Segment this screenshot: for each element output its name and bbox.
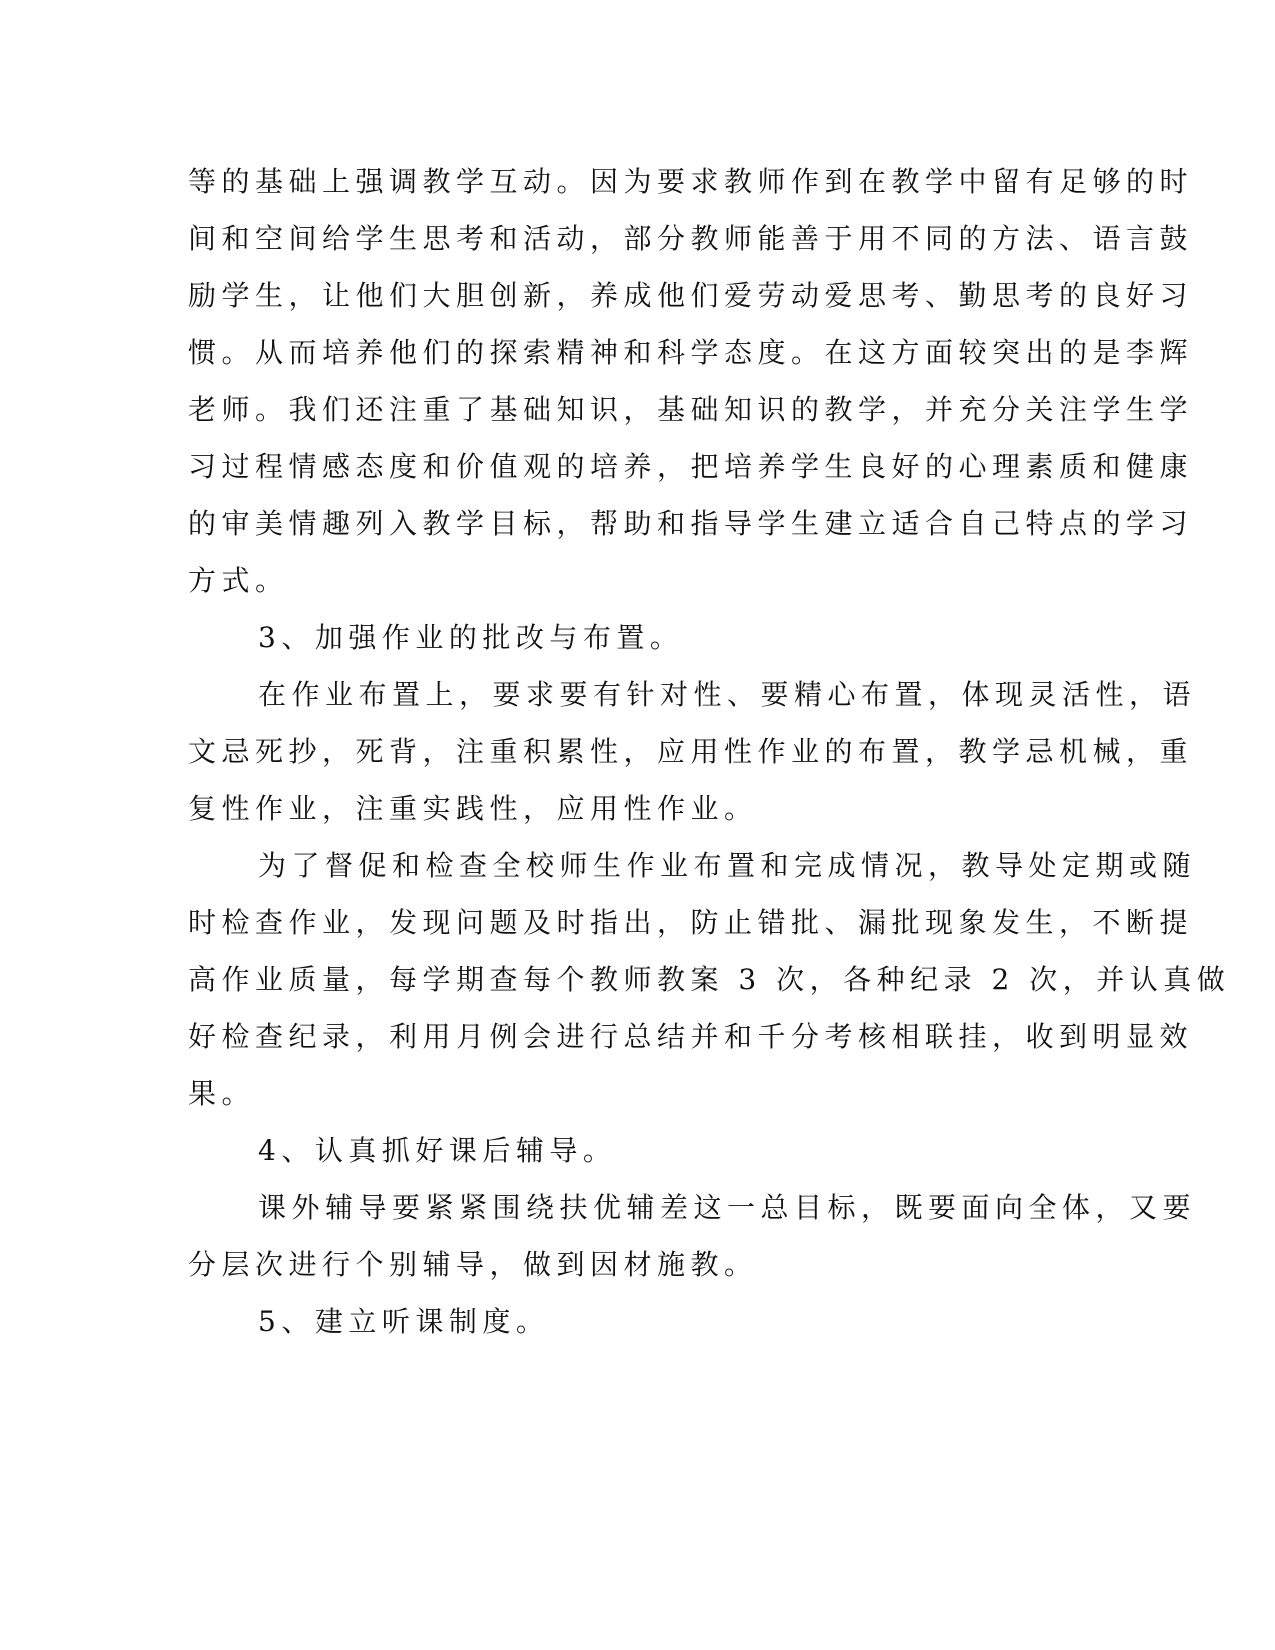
- text-line: 在作业布置上，要求要有针对性、要精心布置，体现灵活性，语: [258, 678, 1197, 711]
- section-heading: 4、认真抓好课后辅导。: [258, 1134, 617, 1167]
- text-line: 方式。: [188, 564, 289, 597]
- text-line: 间和空间给学生思考和活动，部分教师能善于用不同的方法、语言鼓: [188, 222, 1194, 255]
- section-heading: 5、建立听课制度。: [258, 1305, 550, 1338]
- text-line: 等的基础上强调教学互动。因为要求教师作到在教学中留有足够的时: [188, 165, 1194, 198]
- text-line: 文忌死抄，死背，注重积累性，应用性作业的布置，教学忌机械，重: [188, 735, 1194, 768]
- text-line: 励学生，让他们大胆创新，养成他们爱劳动爱思考、勤思考的良好习: [188, 279, 1194, 312]
- text-line: 分层次进行个别辅导，做到因材施教。: [188, 1248, 758, 1281]
- text-line: 课外辅导要紧紧围绕扶优辅差这一总目标，既要面向全体，又要: [258, 1191, 1197, 1224]
- text-line: 复性作业，注重实践性，应用性作业。: [188, 792, 758, 825]
- section-heading: 3、加强作业的批改与布置。: [258, 621, 684, 654]
- text-line: 高作业质量，每学期查每个教师教案 3 次，各种纪录 2 次，并认真做: [188, 963, 1231, 996]
- text-line: 时检查作业，发现问题及时指出，防止错批、漏批现象发生，不断提: [188, 906, 1194, 939]
- text-line: 果。: [188, 1077, 256, 1110]
- text-line: 好检查纪录，利用月例会进行总结并和千分考核相联挂，收到明显效: [188, 1020, 1194, 1053]
- text-line: 惯。从而培养他们的探索精神和科学态度。在这方面较突出的是李辉: [188, 336, 1194, 369]
- text-line: 习过程情感态度和价值观的培养，把培养学生良好的心理素质和健康: [188, 450, 1194, 483]
- text-line: 的审美情趣列入教学目标，帮助和指导学生建立适合自己特点的学习: [188, 507, 1194, 540]
- text-line: 为了督促和检查全校师生作业布置和完成情况，教导处定期或随: [258, 849, 1197, 882]
- text-line: 老师。我们还注重了基础知识，基础知识的教学，并充分关注学生学: [188, 393, 1194, 426]
